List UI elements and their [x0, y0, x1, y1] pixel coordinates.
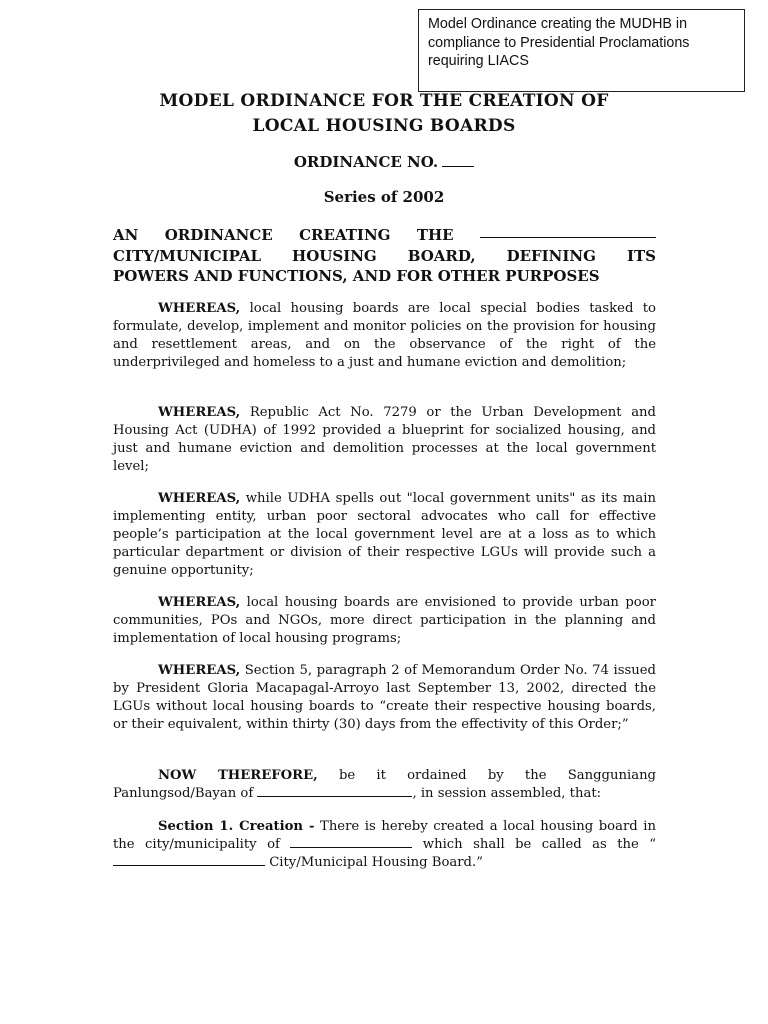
margin-note-text: Model Ordinance creating the MUDHB in compliance to Presidential Proclamations requiring LIACS — [428, 16, 690, 69]
heading-word: BOARD, — [407, 246, 476, 265]
whereas-label: WHEREAS, — [158, 301, 241, 316]
whereas-label: WHEREAS, — [158, 595, 241, 610]
ordinance-number-label: ORDINANCE NO. — [293, 153, 439, 171]
heading-word: POWERS AND FUNCTIONS, AND FOR OTHER PURPOSES — [113, 267, 600, 285]
whereas-label: WHEREAS, — [158, 491, 241, 506]
heading-word: AN — [113, 226, 139, 244]
whereas-paragraph-5 — [113, 662, 656, 734]
margin-note-box — [418, 9, 745, 92]
whereas-text: local housing boards are envisioned to provide urban poor communities, POs and NGOs, more direct participation in the planning and implementation of local housing programs; — [113, 595, 656, 646]
document-title-line-1: MODEL ORDINANCE FOR THE CREATION OF — [159, 91, 609, 111]
whereas-paragraph-2 — [113, 404, 656, 476]
ordinance-heading — [113, 225, 656, 287]
whereas-paragraph-3 — [113, 490, 656, 580]
section-1-text-end: City/Municipal Housing Board.” — [265, 854, 483, 870]
whereas-label: WHEREAS, — [158, 663, 241, 678]
heading-word: HOUSING — [292, 246, 377, 265]
municipality-blank — [290, 836, 412, 848]
city-name-blank — [257, 785, 412, 797]
series-year: Series of 2002 — [323, 188, 445, 206]
whereas-text: Republic Act No. 7279 or the Urban Development and Housing Act (UDHA) of 1992 provided a blueprint for socialized housing, and just and humane eviction and demolition processes at the local government level; — [113, 405, 656, 474]
section-1-text-middle: which shall be called as the “ — [412, 836, 656, 852]
heading-word: CITY/MUNICIPAL — [113, 246, 262, 265]
now-therefore-text-end: , in session assembled, that: — [412, 785, 602, 801]
heading-word: THE — [416, 226, 454, 244]
now-therefore-text: be it ordained by the Sangguniang Panlungsod/Bayan of — [113, 768, 657, 801]
heading-word: DEFINING — [506, 246, 596, 265]
heading-word: CREATING — [299, 226, 391, 244]
whereas-text: Section 5, paragraph 2 of Memorandum Order No. 74 issued by President Gloria Macapagal-Arroyo last September 13, 2002, directed the LGUs without local housing boards to “create their respective housing boards, or their equivalent, within thirty (30) days from the effectivity of this Order;” — [113, 663, 656, 732]
heading-line-2 — [113, 246, 656, 267]
now-therefore-paragraph — [113, 767, 656, 803]
whereas-text: while UDHA spells out "local government units" as its main implementing entity, urban poor sectoral advocates who call for effective people’s participation at the local government level are at a loss as to which particular department or division of their respective LGUs will provide such a genuine opportunity; — [113, 491, 656, 578]
whereas-paragraph-1 — [113, 300, 656, 372]
heading-line-1 — [113, 225, 656, 246]
whereas-paragraph-4 — [113, 594, 656, 648]
now-therefore-label: NOW THEREFORE, — [158, 768, 318, 783]
section-1-text: There is hereby created a local housing board in the city/municipality of — [113, 819, 656, 852]
section-1-paragraph — [113, 818, 656, 872]
heading-line-3 — [113, 266, 656, 287]
whereas-label: WHEREAS, — [158, 405, 241, 420]
ordinance-number — [0, 153, 768, 171]
document-title-line-2: LOCAL HOUSING BOARDS — [252, 116, 516, 136]
heading-blank — [480, 225, 656, 238]
ordinance-number-blank — [442, 153, 474, 167]
whereas-text: local housing boards are local special bodies tasked to formulate, develop, implement and monitor policies on the provision for housing and resettlement areas, and on the observance of the right of the underprivileged and homeless to a just and humane eviction and demolition; — [113, 301, 656, 370]
board-name-blank — [113, 854, 265, 866]
section-1-label: Section 1. Creation - — [158, 819, 315, 834]
heading-word: ITS — [626, 246, 656, 265]
heading-word: ORDINANCE — [164, 226, 273, 244]
